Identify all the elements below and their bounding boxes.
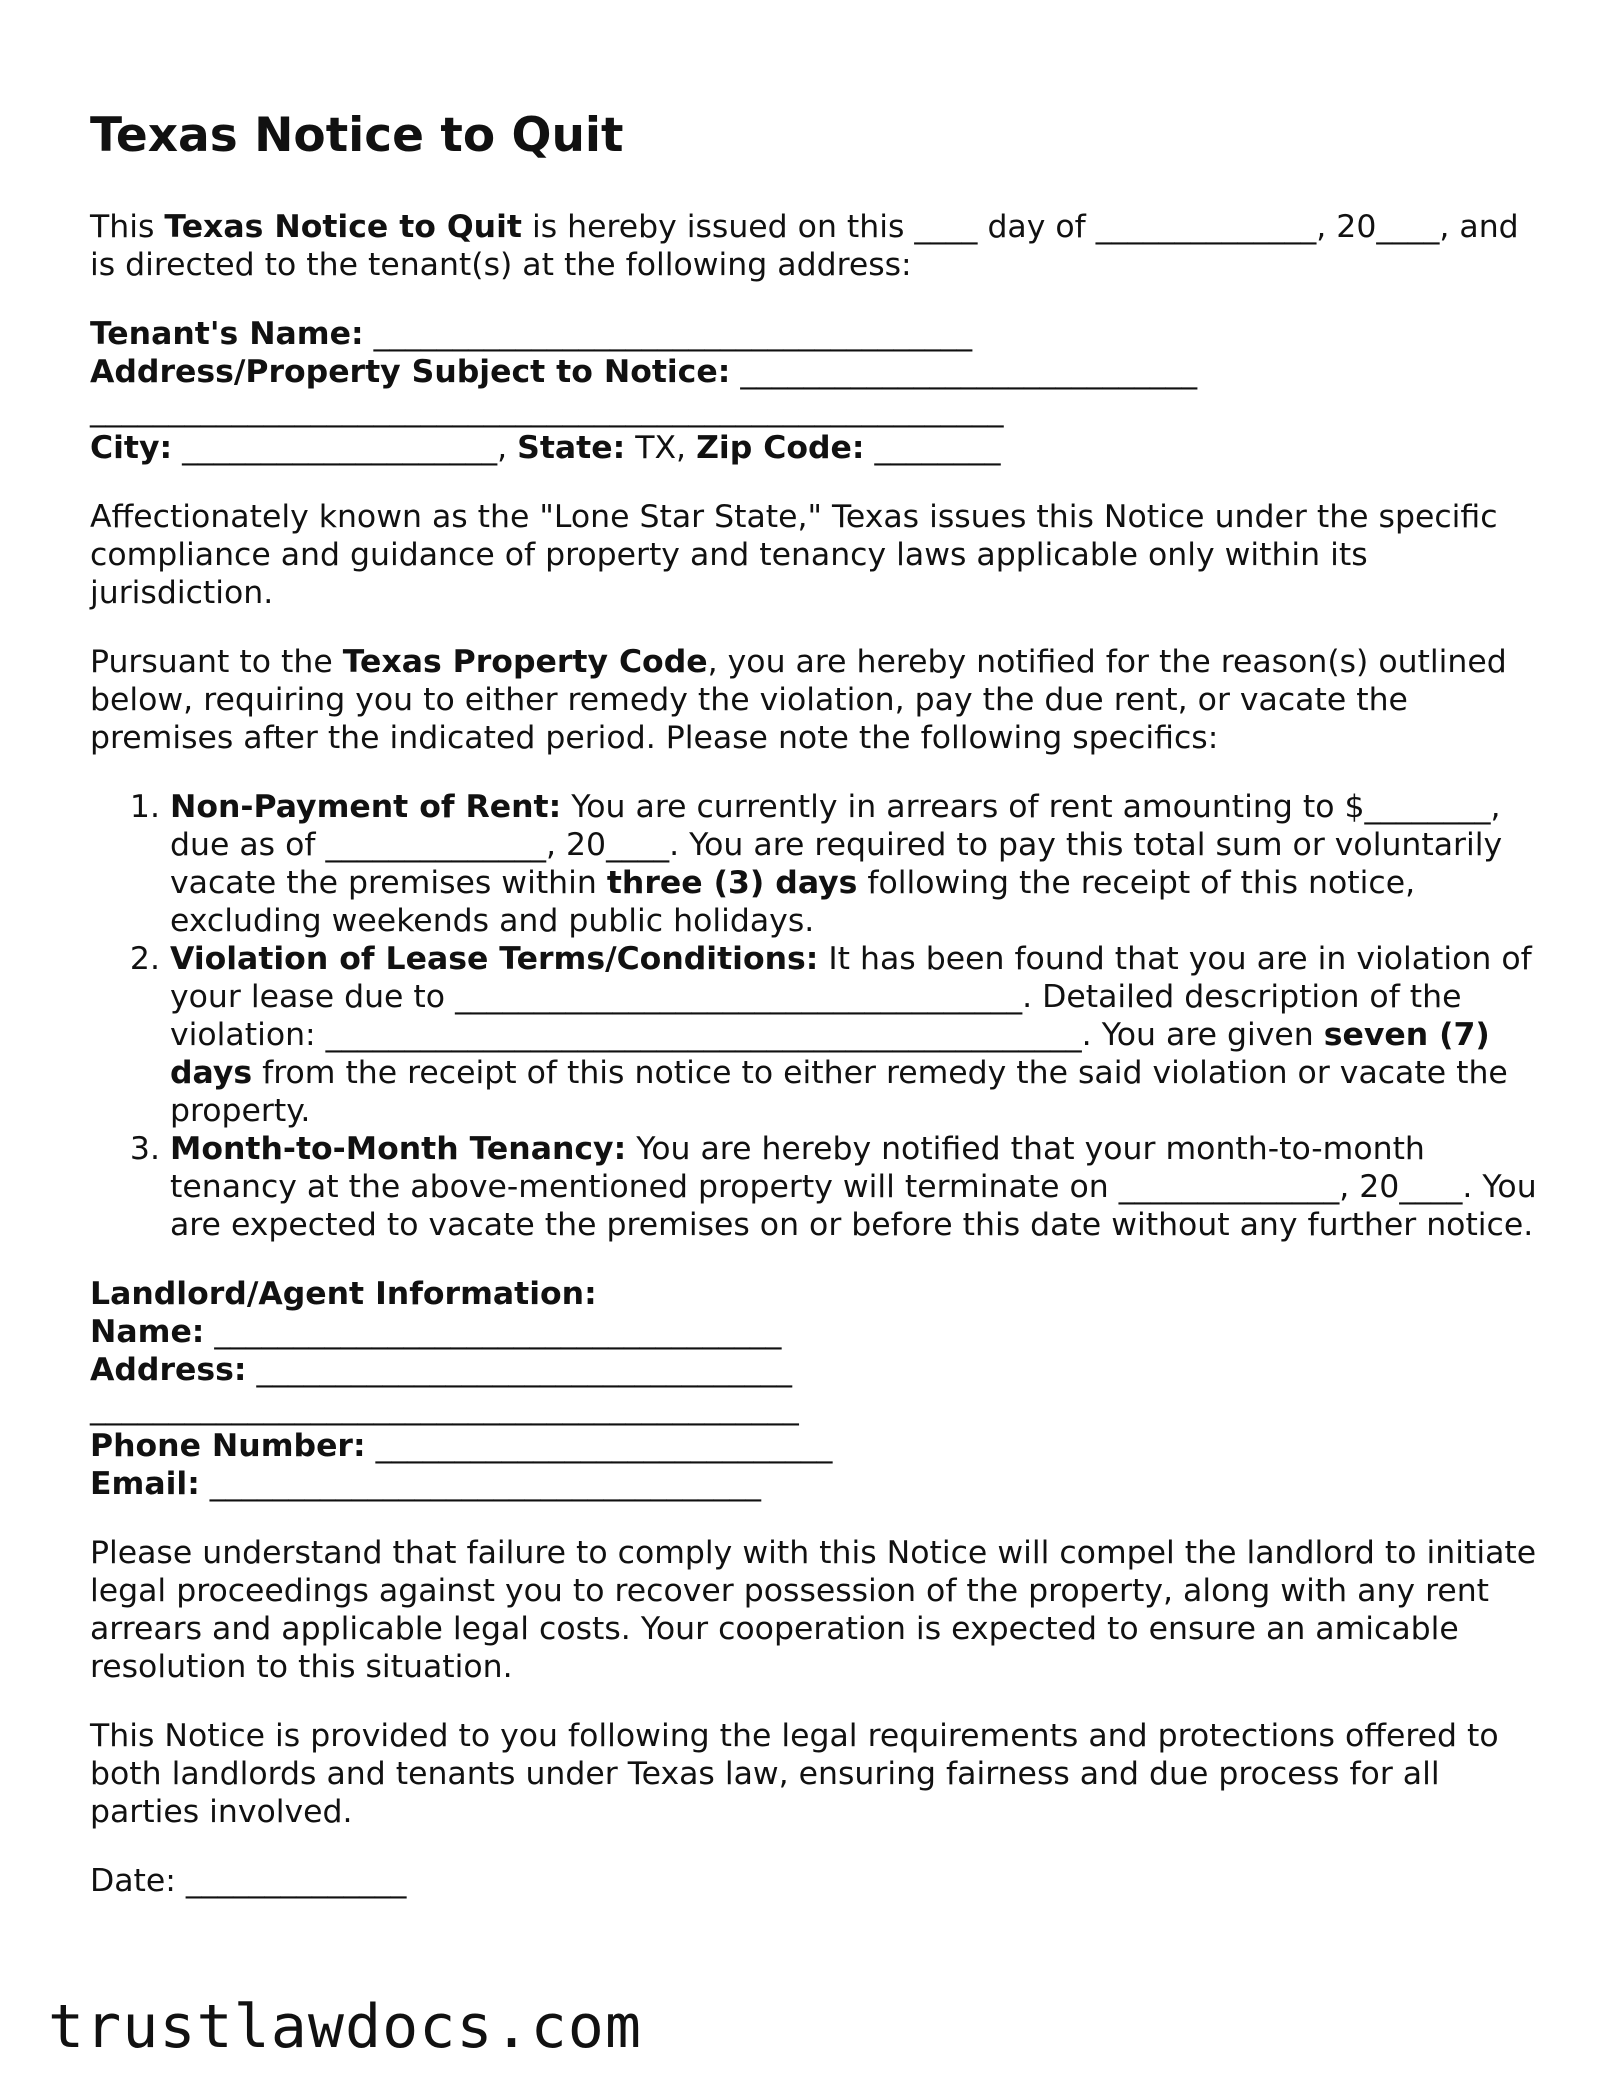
- landlord-heading-line: [90, 1275, 1550, 1313]
- item-text: You are hereby notified that your month-to-month tenancy at the above-mentioned property will terminate on ______________, 20____. You are expected to vacate the premises on or before this date without any further notice.: [170, 1131, 1537, 1243]
- footer-brand-watermark: trustlawdocs.com: [48, 1992, 642, 2062]
- tenant-address-blank[interactable]: _____________________________: [730, 354, 1198, 390]
- list-item-lease-violation: [170, 940, 1550, 1130]
- zip-blank[interactable]: ________: [864, 430, 1001, 466]
- item-text: You are currently in arrears of rent amounting to $________, due as of ______________, 20____. You are required to pay this total sum or voluntarily vacate the premises within: [170, 789, 1503, 901]
- landlord-name-label: Name:: [90, 1314, 205, 1350]
- item-bold: seven (7) days: [170, 1017, 1490, 1091]
- tenant-name-blank[interactable]: ______________________________________: [363, 316, 973, 352]
- tenant-address-line-2[interactable]: __________________________________________________________: [90, 392, 1004, 428]
- landlord-heading: Landlord/Agent Information:: [90, 1276, 597, 1312]
- document-title: Texas Notice to Quit: [90, 108, 624, 163]
- date-blank[interactable]: ______________: [175, 1863, 407, 1899]
- landlord-email-line: [90, 1465, 1550, 1503]
- state-value: TX,: [625, 430, 697, 466]
- lone-star-paragraph: Affectionately known as the "Lone Star State," Texas issues this Notice under the specific compliance and guidance of property and tenancy laws applicable only within its jurisdiction.: [90, 499, 1498, 611]
- item-text-end: following the receipt of this notice, excluding weekends and public holidays.: [170, 865, 1416, 939]
- pursuant-text-1: Pursuant to the: [90, 644, 343, 680]
- landlord-phone-line: [90, 1427, 1550, 1465]
- tenant-fields: [90, 315, 1550, 467]
- landlord-name-line: [90, 1313, 1550, 1351]
- tenant-city-line: [90, 429, 1550, 467]
- tenant-address-label: Address/Property Subject to Notice:: [90, 354, 731, 390]
- landlord-address-line-2[interactable]: _____________________________________________: [90, 1390, 799, 1426]
- list-item-nonpayment: [170, 788, 1550, 940]
- intro-bold-notice: Texas Notice to Quit: [164, 209, 522, 245]
- tenant-address-line: [90, 353, 1550, 391]
- landlord-email-blank[interactable]: ___________________________________: [199, 1466, 762, 1502]
- list-item-month-to-month: [170, 1130, 1550, 1244]
- landlord-phone-label: Phone Number:: [90, 1428, 366, 1464]
- provided-paragraph: This Notice is provided to you following the legal requirements and protections offered to both landlords and tenants under Texas law, ensuring fairness and due process for all parties involved.: [90, 1718, 1499, 1830]
- zip-label: Zip Code:: [696, 430, 865, 466]
- item-bold: three (3) days: [606, 865, 858, 901]
- landlord-address-line: [90, 1351, 1550, 1389]
- landlord-address-blank[interactable]: __________________________________: [246, 1352, 792, 1388]
- pursuant-text-2: , you are hereby notified for the reason(s) outlined below, requiring you to either remedy the violation, pay the due rent, or vacate the premises after the indicated period. Please note the following specifics:: [90, 644, 1507, 756]
- pursuant-paragraph: [90, 643, 1550, 757]
- item-heading: Violation of Lease Terms/Conditions:: [170, 941, 819, 977]
- city-blank[interactable]: ____________________,: [172, 430, 518, 466]
- tenant-name-line: [90, 315, 1550, 353]
- intro-text-2: is hereby issued on this ____ day of ______________, 20____, and is directed to the tenant(s) at the following address:: [90, 209, 1519, 283]
- date-label: Date:: [90, 1863, 176, 1899]
- item-text-end: from the receipt of this notice to either remedy the said violation or vacate the property.: [170, 1055, 1508, 1129]
- landlord-email-label: Email:: [90, 1466, 200, 1502]
- landlord-fields: [90, 1275, 1550, 1503]
- intro-paragraph: [90, 208, 1550, 284]
- landlord-address-label: Address:: [90, 1352, 247, 1388]
- city-label: City:: [90, 430, 173, 466]
- reasons-list: [90, 788, 1550, 1244]
- state-label: State:: [517, 430, 626, 466]
- document-page: [90, 108, 1550, 1931]
- intro-text-1: This: [90, 209, 165, 245]
- date-line: [90, 1862, 1550, 1900]
- landlord-name-blank[interactable]: ____________________________________: [204, 1314, 782, 1350]
- item-text: It has been found that you are in violation of your lease due to ____________________________________. Detailed description of the violation: ________________________________________________. You are given: [170, 941, 1532, 1053]
- landlord-phone-blank[interactable]: _____________________________: [365, 1428, 833, 1464]
- failure-paragraph: Please understand that failure to comply with this Notice will compel the landlord to initiate legal proceedings against you to recover possession of the property, along with any rent arrears and applicable legal costs. Your cooperation is expected to ensure an amicable resolution to this situation.: [90, 1535, 1537, 1685]
- pursuant-bold-code: Texas Property Code: [342, 644, 708, 680]
- item-heading: Month-to-Month Tenancy:: [170, 1131, 627, 1167]
- tenant-name-label: Tenant's Name:: [90, 316, 364, 352]
- item-heading: Non-Payment of Rent:: [170, 789, 562, 825]
